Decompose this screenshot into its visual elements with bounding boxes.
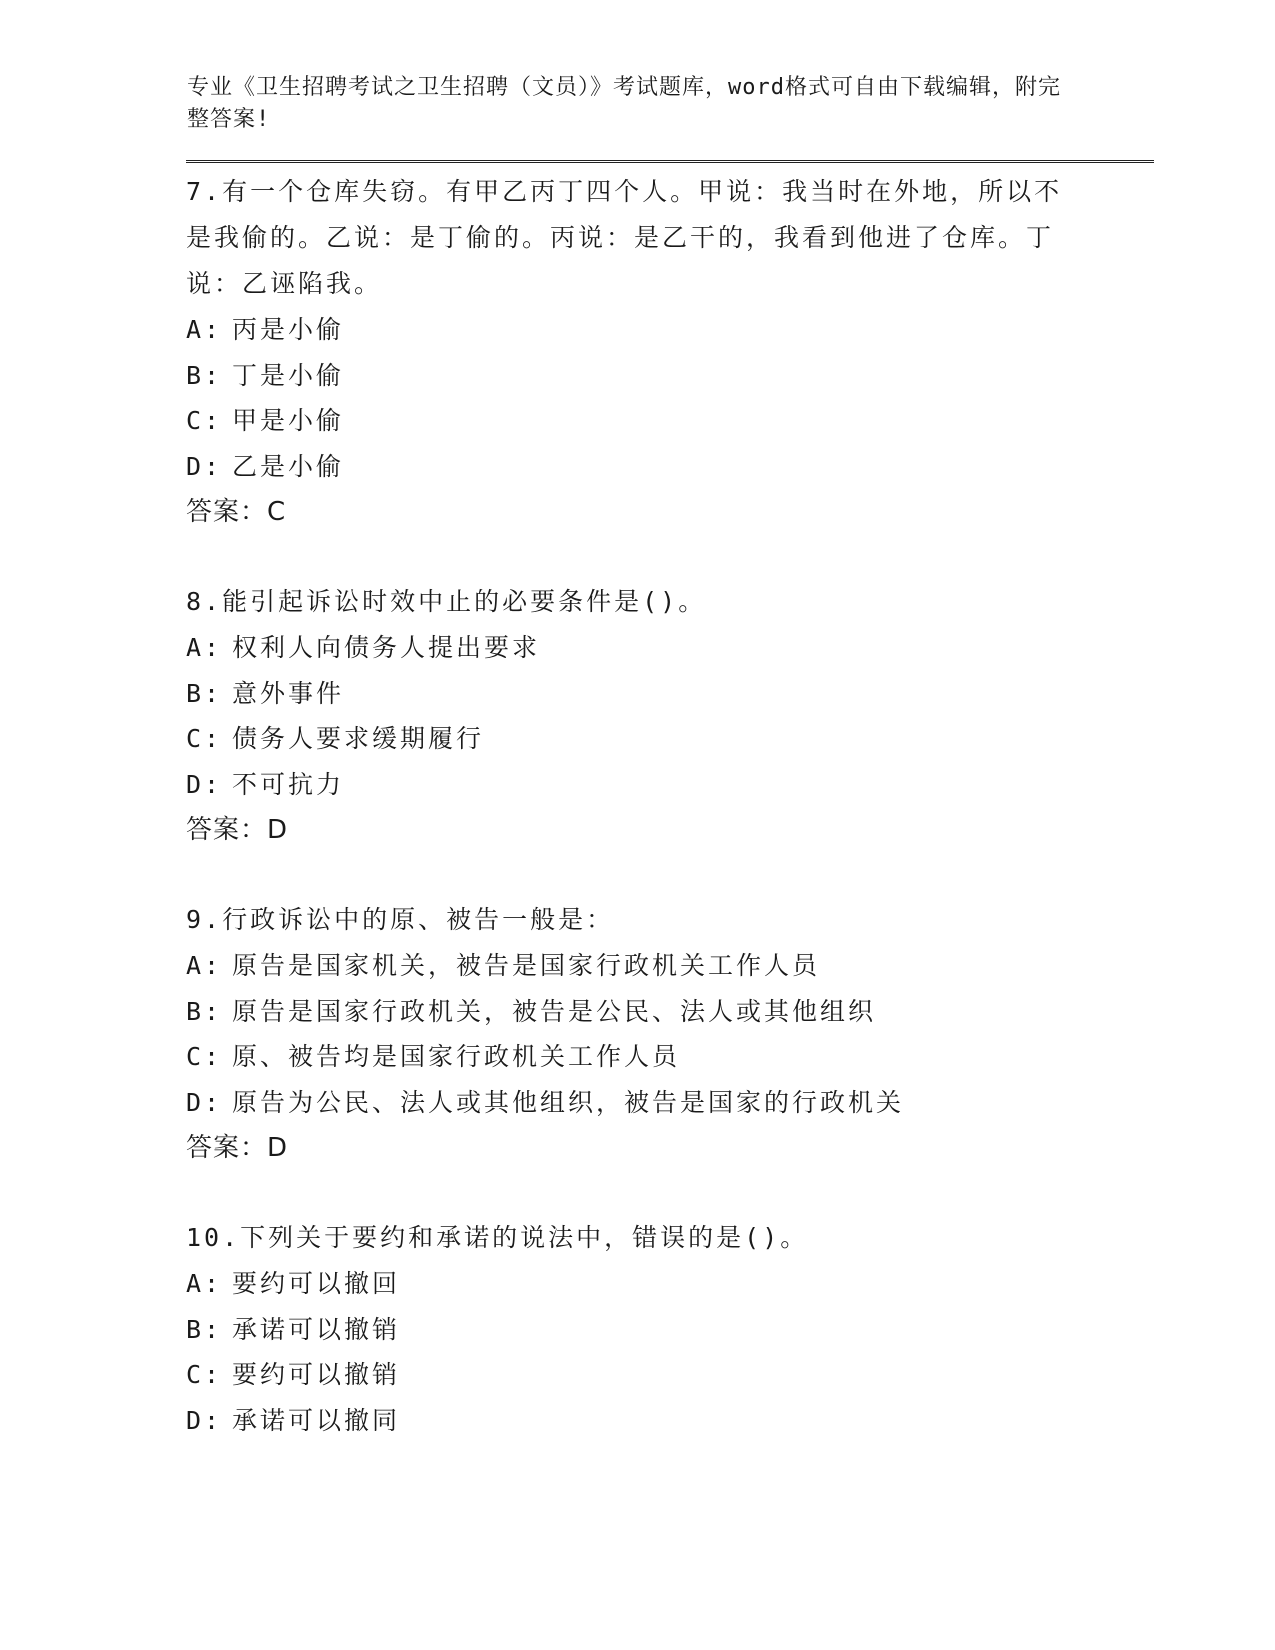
question-8 — [186, 579, 1156, 853]
option-b — [186, 353, 1156, 399]
option-a — [186, 307, 1156, 353]
option-text: 不可抗力 — [232, 769, 345, 799]
option-d — [186, 1398, 1156, 1444]
option-b — [186, 989, 1156, 1035]
option-letter: A: — [186, 633, 223, 662]
option-c — [186, 1034, 1156, 1080]
option-text: 原告是国家机关，被告是国家行政机关工作人员 — [232, 951, 821, 980]
option-text: 原告为公民、法人或其他组织，被告是国家的行政机关 — [232, 1087, 905, 1117]
option-text: 甲是小偷 — [232, 406, 345, 435]
answer-line: 答案：D — [186, 815, 289, 845]
option-letter: C: — [186, 1042, 223, 1071]
option-text: 要约可以撤回 — [232, 1269, 401, 1298]
document-header: 专业《卫生招聘考试之卫生招聘（文员）》考试题库，word格式可自由下载编辑，附完整答案! — [187, 75, 1061, 132]
option-a — [186, 625, 1156, 671]
question-10 — [186, 1215, 1156, 1443]
option-letter: C: — [186, 406, 223, 435]
answer-line: 答案：D — [186, 1133, 289, 1163]
option-d — [186, 762, 1156, 808]
option-letter: D: — [186, 1087, 223, 1117]
option-d — [186, 444, 1156, 490]
option-letter: B: — [186, 678, 223, 708]
option-text: 原、被告均是国家行政机关工作人员 — [232, 1042, 681, 1071]
option-letter: B: — [186, 996, 223, 1026]
option-text: 债务人要求缓期履行 — [232, 724, 485, 753]
option-c — [186, 398, 1156, 444]
option-text: 意外事件 — [232, 678, 345, 708]
option-text: 承诺可以撤同 — [232, 1405, 401, 1435]
question-stem: 8.能引起诉讼时效中止的必要条件是()。 — [186, 587, 707, 616]
option-letter: A: — [186, 315, 223, 344]
question-9 — [186, 897, 1156, 1171]
option-letter: D: — [186, 769, 223, 799]
option-text: 权利人向债务人提出要求 — [232, 633, 541, 662]
option-b — [186, 1307, 1156, 1353]
question-list — [186, 169, 1156, 1443]
option-letter: B: — [186, 360, 223, 390]
option-text: 原告是国家行政机关，被告是公民、法人或其他组织 — [232, 996, 877, 1026]
option-c — [186, 1352, 1156, 1398]
document-page — [186, 72, 1156, 1487]
question-stem: 10.下列关于要约和承诺的说法中，错误的是()。 — [186, 1223, 809, 1252]
option-text: 要约可以撤销 — [232, 1360, 401, 1389]
question-stem: 9.行政诉讼中的原、被告一般是： — [186, 905, 615, 934]
option-letter: A: — [186, 951, 223, 980]
option-b — [186, 671, 1156, 717]
option-a — [186, 1261, 1156, 1307]
option-letter: B: — [186, 1314, 223, 1344]
option-d — [186, 1080, 1156, 1126]
question-7 — [186, 169, 1156, 535]
option-text: 承诺可以撤销 — [232, 1314, 401, 1344]
header-divider — [186, 160, 1154, 164]
question-stem: 7.有一个仓库失窃。有甲乙丙丁四个人。甲说：我当时在外地，所以不是我偷的。乙说：是丁偷的。丙说：是乙干的，我看到他进了仓库。丁说：乙诬陷我。 — [186, 177, 1063, 298]
option-text: 丙是小偷 — [232, 315, 345, 344]
answer-line: 答案：C — [186, 497, 287, 527]
option-letter: D: — [186, 451, 223, 481]
option-letter: A: — [186, 1269, 223, 1298]
option-c — [186, 716, 1156, 762]
option-letter: D: — [186, 1405, 223, 1435]
option-a — [186, 943, 1156, 989]
option-text: 乙是小偷 — [232, 451, 345, 481]
option-text: 丁是小偷 — [232, 360, 345, 390]
option-letter: C: — [186, 1360, 223, 1389]
option-letter: C: — [186, 724, 223, 753]
